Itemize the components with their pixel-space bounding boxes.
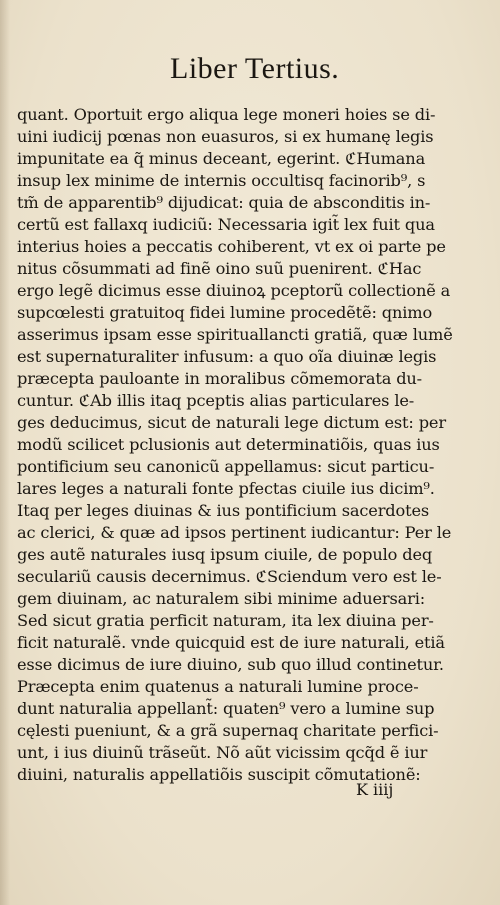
- signature-mark: K iiij: [356, 780, 394, 799]
- text-line: uini iudicij pœnas non euasuros, si ex humanę legis: [17, 127, 434, 146]
- text-line: dunt naturalia appellant̃: quaten⁹ vero a lumine sup: [17, 699, 435, 718]
- text-line: ges deducimus, sicut de naturali lege dictum est: per: [17, 413, 446, 432]
- text-line: impunitate ea q̃ minus deceant, egerint. ℭHumana: [17, 149, 426, 168]
- text-line: insup lex minime de internis occultisq facinorib⁹, s: [17, 171, 426, 190]
- body-text: [17, 104, 469, 786]
- text-line: diuini, naturalis appellatiõis suscipit cõmutationẽ:: [17, 765, 421, 784]
- text-line: est supernaturaliter infusum: a quo oĩa diuinæ legis: [17, 347, 437, 366]
- text-line: cęlesti pueniunt, & a grã supernaq charitate perfici-: [17, 721, 439, 740]
- text-line: lares leges a naturali fonte pfectas ciuile ius dicim⁹.: [17, 479, 435, 498]
- text-line: ac clerici, & quæ ad ipsos pertinent iudicantur: Per le: [17, 523, 452, 542]
- text-line: modũ scilicet pclusionis aut determinatiõis, quas ius: [17, 435, 440, 454]
- text-line: ficit naturalẽ. vnde quicquid est de iure naturali, etiã: [17, 633, 445, 652]
- text-line: unt, i ius diuinũ trãseũt. Nõ aũt vicissim qcq̃d ẽ iur: [17, 743, 428, 762]
- text-line: quant. Oportuit ergo aliqua lege moneri hoies se di-: [17, 105, 436, 124]
- text-line: certũ est fallaxq iudiciũ: Necessaria igit̃ lex fuit qua: [17, 215, 435, 234]
- text-line: gem diuinam, ac naturalem sibi minime aduersari:: [17, 589, 426, 608]
- running-head: Liber Tertius.: [170, 52, 340, 85]
- text-line: esse dicimus de iure diuino, sub quo illud continetur.: [17, 655, 444, 674]
- text-line: nitus cõsummati ad finẽ oino suũ puenirent. ℭHac: [17, 259, 422, 278]
- text-line: asserimus ipsam esse spirituallancti gratiã, quæ lumẽ: [17, 325, 453, 344]
- text-line: seculariũ causis decernimus. ℭSciendum vero est le-: [17, 567, 442, 586]
- text-line: Præcepta enim quatenus a naturali lumine proce-: [17, 677, 419, 696]
- text-line: ges autẽ naturales iusq ipsum ciuile, de populo deq: [17, 545, 433, 564]
- text-line: interius hoies a peccatis cohiberent, vt ex oi parte pe: [17, 237, 446, 256]
- text-line: tm̃ de apparentib⁹ dijudicat: quia de absconditis in-: [17, 193, 431, 212]
- text-line: Sed sicut gratia perficit naturam, ita lex diuina per-: [17, 611, 434, 630]
- page-gutter-shadow: [0, 0, 10, 905]
- text-line: pontificium seu canonicũ appellamus: sicut particu-: [17, 457, 435, 476]
- text-line: Itaq per leges diuinas & ius pontificium sacerdotes: [17, 501, 430, 520]
- text-line: præcepta pauloante in moralibus cõmemorata du-: [17, 369, 423, 388]
- text-line: ergo legẽ dicimus esse diuinoꝝ pceptorũ collectionẽ a: [17, 281, 451, 300]
- text-line: cuntur. ℭAb illis itaq pceptis alias particulares le-: [17, 391, 415, 410]
- text-line: supcœlesti gratuitoq fidei lumine procedẽtẽ: qnimo: [17, 303, 433, 322]
